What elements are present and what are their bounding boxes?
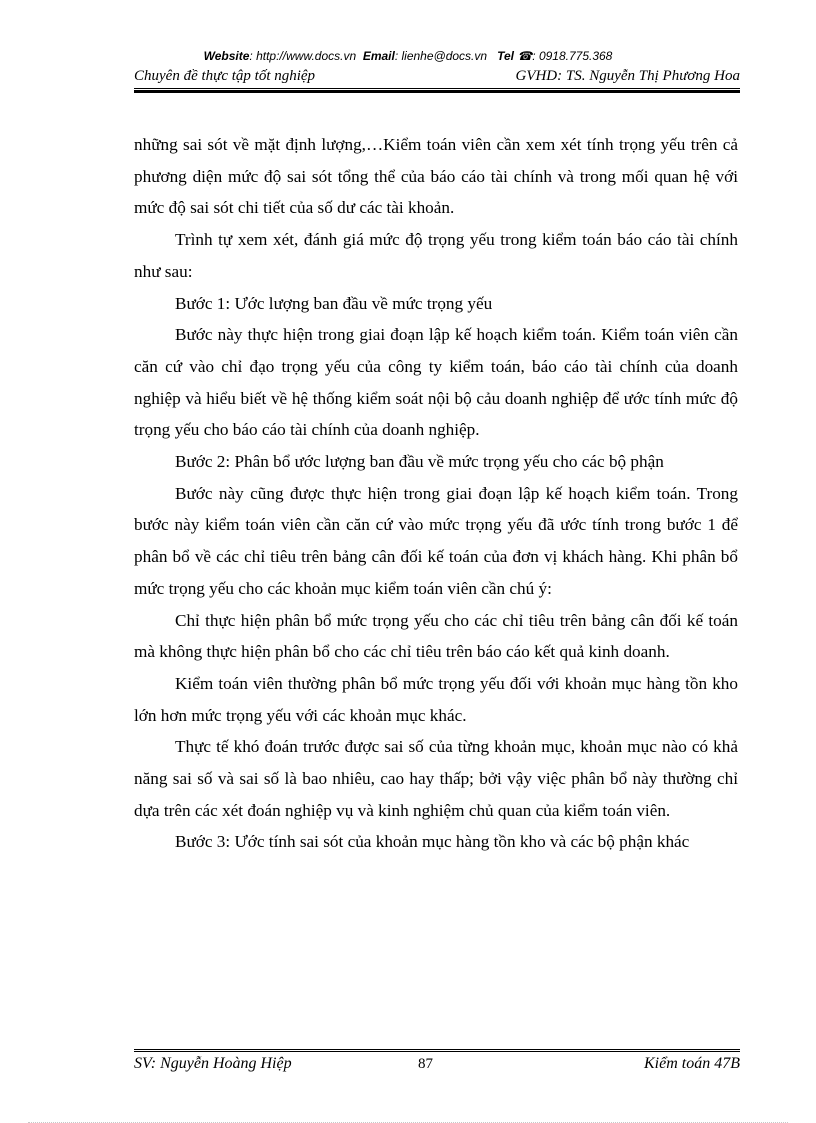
paragraph: Kiểm toán viên thường phân bổ mức trọng yếu đối với khoản mục hàng tồn kho lớn hơn mức trọng yếu với các khoản mục khác. bbox=[134, 673, 738, 725]
website-label: Website bbox=[203, 49, 250, 63]
step-heading: Bước 1: Ước lượng ban đầu về mức trọng yếu bbox=[175, 293, 493, 313]
email-value: : lienhe@docs.vn bbox=[394, 49, 488, 63]
paragraph: Bước này cũng được thực hiện trong giai đoạn lập kế hoạch kiểm toán. Trong bước này kiểm toán viên cần căn cứ vào mức trọng yếu đã ước tính trong bước 1 để phân bổ về các chỉ tiêu trên bảng cân đối kế toán của đơn vị khách hàng. Khi phân bổ mức trọng yếu cho các khoản mục kiểm toán viên cần chú ý: bbox=[134, 483, 738, 598]
phone-icon: ☎ bbox=[517, 49, 533, 63]
email-label: Email bbox=[362, 49, 395, 63]
paragraph: Thực tế khó đoán trước được sai số của từng khoản mục, khoản mục nào có khả năng sai số và sai số là bao nhiêu, cao hay thấp; bởi vậy việc phân bổ này thường chỉ dựa trên các xét đoán nghiệp vụ và kinh nghiệm chủ quan của kiểm toán viên. bbox=[134, 737, 738, 820]
step-heading: Bước 3: Ước tính sai sót của khoản mục hàng tồn kho và các bộ phận khác bbox=[175, 832, 690, 852]
footer-rule bbox=[134, 1049, 740, 1052]
footer-student: SV: Nguyễn Hoàng Hiệp bbox=[134, 1055, 292, 1072]
header-course-title: Chuyên đề thực tập tốt nghiệp bbox=[134, 68, 316, 84]
page-number: 87 bbox=[418, 1056, 433, 1072]
header-supervisor: GVHD: TS. Nguyễn Thị Phương Hoa bbox=[515, 68, 740, 84]
website-value: : http://www.docs.vn bbox=[249, 49, 357, 63]
document-body bbox=[134, 129, 738, 858]
tel-label: Tel bbox=[497, 49, 514, 63]
paragraph: những sai sót về mặt định lượng,…Kiểm toán viên cần xem xét tính trọng yếu trên cả phương diện mức độ sai sót tổng thể của báo cáo tài chính và trong mối quan hệ với mức độ sai sót chi tiết của số dư các tài khoản. bbox=[134, 135, 738, 218]
paragraph: Chỉ thực hiện phân bổ mức trọng yếu cho các chỉ tiêu trên bảng cân đối kế toán mà không thực hiện phân bổ cho các chỉ tiêu trên báo cáo kết quả kinh doanh. bbox=[134, 610, 738, 662]
footer-class: Kiểm toán 47B bbox=[644, 1055, 740, 1072]
paragraph: Trình tự xem xét, đánh giá mức độ trọng yếu trong kiểm toán báo cáo tài chính như sau: bbox=[134, 230, 738, 281]
paragraph: Bước này thực hiện trong giai đoạn lập kế hoạch kiểm toán. Kiểm toán viên cần căn cứ vào chỉ đạo trọng yếu của công ty kiểm toán, báo cáo tài chính của doanh nghiệp và hiểu biết về hệ thống kiểm soát nội bộ cảu doanh nghiệp để ước tính mức độ trọng yếu cho báo cáo tài chính của doanh nghiệp. bbox=[134, 325, 738, 440]
step-heading: Bước 2: Phân bổ ước lượng ban đầu về mức trọng yếu cho các bộ phận bbox=[175, 452, 664, 472]
tel-value: : 0918.775.368 bbox=[532, 49, 613, 63]
header-rule bbox=[134, 88, 740, 93]
website-banner bbox=[0, 48, 816, 64]
